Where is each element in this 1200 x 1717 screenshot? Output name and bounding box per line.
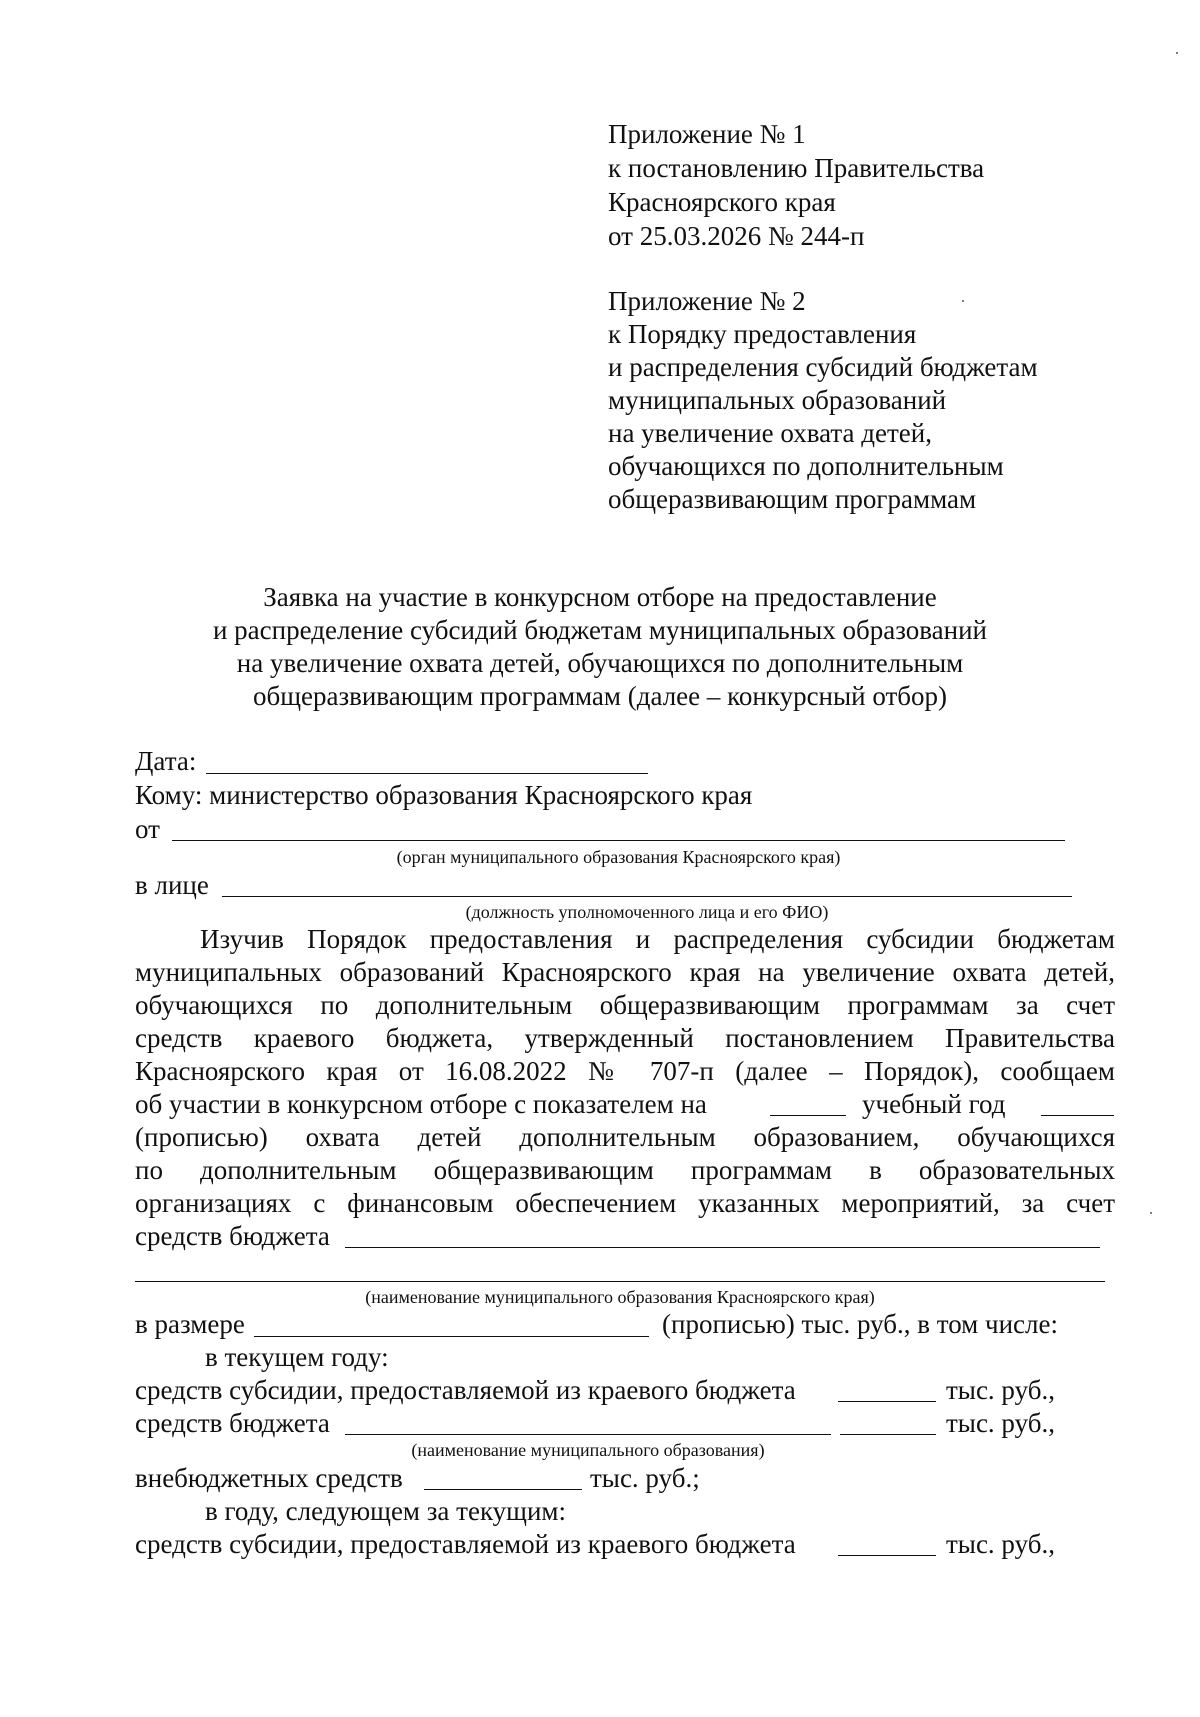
date-field-line[interactable] <box>206 773 648 774</box>
body-line: обучающихся по дополнительным общеразвивающим программам за счет <box>135 990 1115 1020</box>
scan-speck <box>962 300 964 302</box>
from-caption: (орган муниципального образования Красноярского края) <box>396 847 841 867</box>
appendix-1-number: Приложение № 1 <box>608 119 806 149</box>
subsidy-label: средств субсидии, предоставляемой из краевого бюджета <box>135 1529 796 1559</box>
extra-field-line[interactable] <box>424 1489 582 1490</box>
body-line: Красноярского края от 16.08.2022 № 707-п (далее – Порядок), сообщаем <box>135 1056 1115 1086</box>
from-label: от <box>135 814 160 844</box>
body-line: учебный год <box>862 1089 1006 1119</box>
body-line: об участии в конкурсном отборе с показателем на <box>135 1089 707 1119</box>
recipient-line: Кому: министерство образования Красноярского края <box>135 780 753 810</box>
unit-label: тыс. руб., <box>946 1529 1055 1559</box>
size-field-line[interactable] <box>254 1336 649 1337</box>
subsidy-current-field-line[interactable] <box>838 1401 936 1402</box>
body-line: Изучив Порядок предоставления и распределения субсидии бюджетам <box>200 924 1115 954</box>
budget-name-field-line[interactable] <box>345 1434 831 1435</box>
appendix-2-line: и распределения субсидий бюджетам <box>608 352 1038 382</box>
body-line: средств бюджета <box>135 1221 330 1251</box>
body-line: организациях с финансовым обеспечением указанных мероприятий, за счет <box>135 1188 1115 1218</box>
title-line: на увеличение охвата детей, обучающихся по дополнительным <box>236 648 964 678</box>
appendix-2-line: обучающихся по дополнительным <box>608 451 1004 481</box>
subsidy-label: средств субсидии, предоставляемой из краевого бюджета <box>135 1375 796 1405</box>
unit-label: тыс. руб., <box>946 1375 1055 1405</box>
person-field-line[interactable] <box>222 896 1072 897</box>
mo-field-line[interactable] <box>135 1281 1105 1282</box>
next-year-heading: в году, следующем за текущим: <box>205 1496 567 1526</box>
mo-short-caption: (наименование муниципального образования) <box>411 1440 765 1460</box>
extra-label: внебюджетных средств <box>135 1463 403 1493</box>
appendix-1-region: Красноярского края <box>608 187 836 217</box>
size-label: в размере <box>135 1309 245 1339</box>
appendix-2-line: на увеличение охвата детей, <box>608 418 932 448</box>
current-year-heading: в текущем году: <box>205 1342 389 1372</box>
from-field-line[interactable] <box>172 840 1065 841</box>
budget-field-line[interactable] <box>345 1247 1100 1248</box>
size-suffix: (прописью) тыс. руб., в том числе: <box>662 1309 1058 1339</box>
budget-amount-field-line[interactable] <box>840 1434 936 1435</box>
indicator-field-line[interactable] <box>770 1115 846 1116</box>
scan-speck <box>1176 52 1178 54</box>
title-line: и распределение субсидий бюджетам муниципальных образований <box>212 615 988 645</box>
body-line: (прописью) охвата детей дополнительным образованием, обучающихся <box>135 1122 1115 1152</box>
budget-label: средств бюджета <box>135 1408 330 1438</box>
scan-speck <box>1150 1212 1152 1214</box>
mo-caption: (наименование муниципального образования Красноярского края) <box>365 1287 875 1307</box>
appendix-1-ref: к постановлению Правительства <box>608 153 985 183</box>
unit-label: тыс. руб., <box>946 1408 1055 1438</box>
unit-end-label: тыс. руб.; <box>590 1463 700 1493</box>
title-line: Заявка на участие в конкурсном отборе на предоставление <box>263 582 937 612</box>
body-line: муниципальных образований Красноярского края на увеличение охвата детей, <box>135 957 1115 987</box>
body-line: средств краевого бюджета, утвержденный постановлением Правительства <box>135 1023 1115 1053</box>
person-label: в лице <box>135 870 209 900</box>
appendix-2-number: Приложение № 2 <box>608 286 806 316</box>
appendix-2-line: к Порядку предоставления <box>608 319 917 349</box>
subsidy-next-field-line[interactable] <box>838 1555 936 1556</box>
person-caption: (должность уполномоченного лица и его ФИО) <box>465 902 829 922</box>
title-line: общеразвивающим программам (далее – конкурсный отбор) <box>252 681 948 711</box>
school-year-field-line[interactable] <box>1041 1115 1114 1116</box>
date-label: Дата: <box>135 746 197 776</box>
appendix-1-date: от 25.03.2026 № 244-п <box>608 221 865 251</box>
body-line: по дополнительным общеразвивающим программам в образовательных <box>135 1155 1115 1185</box>
appendix-2-line: муниципальных образований <box>608 385 947 415</box>
appendix-2-line: общеразвивающим программам <box>608 484 977 514</box>
